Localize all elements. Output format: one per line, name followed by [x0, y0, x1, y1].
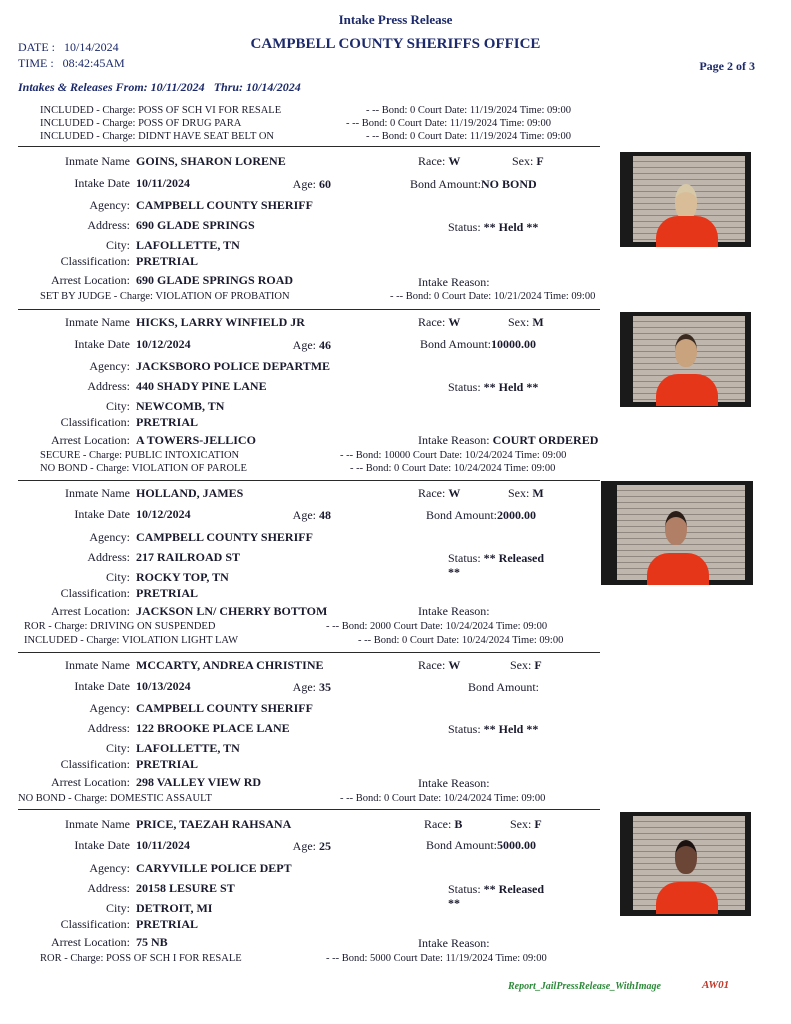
range-from: 10/11/2024 — [150, 80, 205, 94]
agency-label: Agency: — [89, 861, 130, 875]
charge-line: SET BY JUDGE - Charge: VIOLATION OF PROBATION — [40, 291, 290, 302]
inmate-name-label: Inmate Name — [65, 817, 130, 831]
bond-value: 5000.00 — [497, 838, 537, 852]
age-value: 60 — [319, 177, 331, 191]
race-label: Race: — [418, 315, 446, 329]
agency-value: CAMPBELL COUNTY SHERIFF — [136, 198, 313, 212]
inmate-name: GOINS, SHARON LORENE — [136, 154, 286, 168]
status-field — [448, 220, 538, 235]
status-value: ** Held ** — [483, 220, 539, 234]
bond-field — [426, 838, 536, 853]
footer-report-name: Report_JailPressRelease_WithImage — [508, 981, 661, 992]
charge-line: SECURE - Charge: PUBLIC INTOXICATION — [40, 450, 240, 461]
footer-code: AW01 — [702, 979, 730, 991]
status-label: Status: — [448, 551, 481, 565]
agency-label: Agency: — [89, 359, 130, 373]
arrest-location: A TOWERS-JELLICO — [136, 433, 256, 447]
charge-line: NO BOND - Charge: VIOLATION OF PAROLE — [40, 463, 247, 474]
city-label: City: — [105, 238, 130, 252]
bond-line: - -- Bond: 0 Court Date: 11/19/2024 Time: 09:00 — [366, 105, 571, 116]
report-time — [18, 56, 125, 71]
age-label: Age: — [292, 338, 316, 352]
city-value: LAFOLLETTE, TN — [136, 238, 240, 252]
intake-date: 10/11/2024 — [136, 838, 191, 852]
status-label: Status: — [448, 882, 481, 896]
bond-label: Bond Amount: — [420, 337, 492, 351]
address-value: 440 SHADY PINE LANE — [136, 379, 267, 393]
page-number: Page 2 of 3 — [699, 59, 755, 73]
intake-date-label: Intake Date — [74, 679, 130, 693]
sex-field — [510, 658, 542, 673]
bond-field — [420, 337, 536, 352]
bond-line: - -- Bond: 0 Court Date: 10/24/2024 Time: 09:00 — [358, 635, 564, 646]
charge-line: INCLUDED - Charge: DIDNT HAVE SEAT BELT ON — [40, 131, 275, 142]
inmate-name: MCCARTY, ANDREA CHRISTINE — [136, 658, 324, 672]
city-value: DETROIT, MI — [136, 901, 213, 915]
status-field — [448, 380, 538, 395]
sex-value: F — [534, 817, 542, 831]
agency-label: Agency: — [89, 530, 130, 544]
classification-value: PRETRIAL — [136, 757, 199, 771]
inmate-name: HICKS, LARRY WINFIELD JR — [136, 315, 305, 329]
intake-date: 10/11/2024 — [136, 176, 191, 190]
city-value: ROCKY TOP, TN — [136, 570, 229, 584]
inmate-name-label: Inmate Name — [65, 658, 130, 672]
sex-field — [508, 315, 544, 330]
classification-label: Classification: — [60, 586, 130, 600]
status-field — [448, 882, 558, 910]
thru-label: Thru: — [213, 80, 244, 94]
inmate-name-label: Inmate Name — [65, 315, 130, 329]
bond-label: Bond Amount: — [426, 838, 498, 852]
intake-reason-field — [418, 433, 598, 448]
sex-label: Sex: — [512, 154, 534, 168]
address-label: Address: — [87, 721, 130, 735]
sex-field — [512, 154, 544, 169]
record-divider — [18, 309, 600, 310]
intake-reason-value: COURT ORDERED — [492, 433, 599, 447]
bond-line: - -- Bond: 0 Court Date: 11/19/2024 Time: 09:00 — [346, 118, 551, 129]
sex-label: Sex: — [508, 486, 530, 500]
bond-line: - -- Bond: 5000 Court Date: 11/19/2024 Time: 09:00 — [326, 953, 547, 964]
time-value: 08:42:45AM — [62, 56, 125, 70]
arrest-location-label: Arrest Location: — [51, 775, 130, 789]
city-label: City: — [105, 399, 130, 413]
age-label: Age: — [292, 680, 316, 694]
classification-label: Classification: — [60, 254, 130, 268]
race-value: W — [448, 658, 461, 672]
race-label: Race: — [418, 658, 446, 672]
race-field — [418, 315, 460, 330]
range-thru: 10/14/2024 — [246, 80, 301, 94]
status-field — [448, 722, 538, 737]
agency-value: CAMPBELL COUNTY SHERIFF — [136, 530, 313, 544]
mugshot-image — [620, 312, 751, 407]
address-label: Address: — [87, 550, 130, 564]
agency-label: Agency: — [89, 198, 130, 212]
race-field — [418, 154, 460, 169]
status-label: Status: — [448, 722, 481, 736]
sex-field — [508, 486, 544, 501]
race-label: Race: — [418, 154, 446, 168]
intake-date-label: Intake Date — [74, 176, 130, 190]
age-value: 48 — [319, 508, 331, 522]
charge-line: ROR - Charge: DRIVING ON SUSPENDED — [24, 621, 216, 632]
intake-date-label: Intake Date — [74, 507, 130, 521]
classification-value: PRETRIAL — [136, 415, 199, 429]
intake-reason-field — [418, 776, 490, 791]
range-label: Intakes & Releases From: — [18, 80, 148, 94]
intake-reason-field — [418, 604, 490, 619]
arrest-location-label: Arrest Location: — [51, 935, 130, 949]
status-field — [448, 551, 558, 579]
sex-value: F — [534, 658, 542, 672]
arrest-location: 298 VALLEY VIEW RD — [136, 775, 262, 789]
city-value: NEWCOMB, TN — [136, 399, 225, 413]
race-label: Race: — [424, 817, 452, 831]
bond-line: - -- Bond: 2000 Court Date: 10/24/2024 Time: 09:00 — [326, 621, 548, 632]
city-label: City: — [105, 741, 130, 755]
sex-label: Sex: — [510, 658, 532, 672]
bond-value: 2000.00 — [497, 508, 537, 522]
age-label: Age: — [292, 177, 316, 191]
bond-field — [468, 680, 539, 695]
age-label: Age: — [292, 508, 316, 522]
date-label: DATE : — [18, 40, 55, 54]
race-field — [418, 486, 460, 501]
race-field — [424, 817, 462, 832]
status-label: Status: — [448, 380, 481, 394]
status-value: ** Held ** — [483, 722, 539, 736]
classification-label: Classification: — [60, 415, 130, 429]
charge-line: ROR - Charge: POSS OF SCH I FOR RESALE — [40, 953, 242, 964]
address-value: 20158 LESURE ST — [136, 881, 235, 895]
sex-field — [510, 817, 542, 832]
sex-value: M — [532, 486, 544, 500]
inmate-name: HOLLAND, JAMES — [136, 486, 244, 500]
date-range — [18, 80, 301, 95]
sex-label: Sex: — [510, 817, 532, 831]
city-label: City: — [105, 570, 130, 584]
record-divider — [18, 809, 600, 810]
intake-date: 10/12/2024 — [136, 507, 191, 521]
address-value: 122 BROOKE PLACE LANE — [136, 721, 290, 735]
bond-line: - -- Bond: 0 Court Date: 10/24/2024 Time: 09:00 — [340, 793, 546, 804]
race-label: Race: — [418, 486, 446, 500]
intake-reason-label: Intake Reason: — [418, 604, 490, 618]
bond-line: - -- Bond: 0 Court Date: 11/19/2024 Time: 09:00 — [366, 131, 571, 142]
time-label: TIME : — [18, 56, 54, 70]
charge-line: INCLUDED - Charge: POSS OF SCH VI FOR RESALE — [40, 105, 282, 116]
mugshot-image — [620, 812, 751, 916]
intake-date: 10/13/2024 — [136, 679, 191, 693]
record-divider — [18, 146, 600, 147]
intake-reason-field — [418, 936, 490, 951]
bond-label: Bond Amount: — [426, 508, 498, 522]
sex-value: F — [536, 154, 544, 168]
classification-value: PRETRIAL — [136, 254, 199, 268]
inmate-name: PRICE, TAEZAH RAHSANA — [136, 817, 292, 831]
inmate-name-label: Inmate Name — [65, 486, 130, 500]
address-label: Address: — [87, 218, 130, 232]
agency-value: CARYVILLE POLICE DEPT — [136, 861, 292, 875]
bond-line: - -- Bond: 0 Court Date: 10/21/2024 Time: 09:00 — [390, 291, 596, 302]
bond-value: 10000.00 — [491, 337, 537, 351]
status-value: ** Held ** — [483, 380, 539, 394]
arrest-location-label: Arrest Location: — [51, 433, 130, 447]
charge-line: INCLUDED - Charge: VIOLATION LIGHT LAW — [24, 635, 239, 646]
arrest-location: 75 NB — [136, 935, 168, 949]
bond-value: NO BOND — [481, 177, 537, 191]
mugshot-image — [620, 152, 751, 247]
report-date — [18, 40, 119, 55]
address-value: 217 RAILROAD ST — [136, 550, 241, 564]
agency-label: Agency: — [89, 701, 130, 715]
intake-reason-label: Intake Reason: — [418, 433, 490, 447]
classification-label: Classification: — [60, 917, 130, 931]
sex-value: M — [532, 315, 544, 329]
intake-reason-field — [418, 275, 490, 290]
intake-date-label: Intake Date — [74, 337, 130, 351]
date-value: 10/14/2024 — [64, 40, 119, 54]
age-value: 35 — [319, 680, 331, 694]
sex-label: Sex: — [508, 315, 530, 329]
bond-line: - -- Bond: 10000 Court Date: 10/24/2024 Time: 09:00 — [340, 450, 567, 461]
intake-date-label: Intake Date — [74, 838, 130, 852]
arrest-location-label: Arrest Location: — [51, 273, 130, 287]
inmate-name-label: Inmate Name — [65, 154, 130, 168]
record-divider — [18, 652, 600, 653]
race-value: W — [448, 154, 461, 168]
race-value: B — [454, 817, 463, 831]
status-value: ** Released ** — [448, 551, 544, 579]
classification-label: Classification: — [60, 757, 130, 771]
bond-label: Bond Amount: — [410, 177, 482, 191]
classification-value: PRETRIAL — [136, 586, 199, 600]
age-label: Age: — [292, 839, 316, 853]
mugshot-image — [601, 481, 753, 585]
bond-label: Bond Amount: — [468, 680, 540, 694]
address-label: Address: — [87, 881, 130, 895]
agency-value: JACKSBORO POLICE DEPARTME — [136, 359, 331, 373]
arrest-location: 690 GLADE SPRINGS ROAD — [136, 273, 294, 287]
intake-date: 10/12/2024 — [136, 337, 191, 351]
intake-reason-label: Intake Reason: — [418, 936, 490, 950]
intake-reason-label: Intake Reason: — [418, 275, 490, 289]
intake-reason-label: Intake Reason: — [418, 776, 490, 790]
record-divider — [18, 480, 600, 481]
city-label: City: — [105, 901, 130, 915]
bond-field — [410, 177, 537, 192]
classification-value: PRETRIAL — [136, 917, 199, 931]
bond-line: - -- Bond: 0 Court Date: 10/24/2024 Time: 09:00 — [350, 463, 556, 474]
agency-value: CAMPBELL COUNTY SHERIFF — [136, 701, 313, 715]
status-value: ** Released ** — [448, 882, 544, 910]
status-label: Status: — [448, 220, 481, 234]
address-value: 690 GLADE SPRINGS — [136, 218, 255, 232]
race-field — [418, 658, 460, 673]
city-value: LAFOLLETTE, TN — [136, 741, 240, 755]
race-value: W — [448, 486, 461, 500]
address-label: Address: — [87, 379, 130, 393]
report-title: Intake Press Release — [338, 12, 453, 27]
bond-field — [426, 508, 536, 523]
race-value: W — [448, 315, 461, 329]
arrest-location: JACKSON LN/ CHERRY BOTTOM — [136, 604, 328, 618]
office-name: CAMPBELL COUNTY SHERIFFS OFFICE — [250, 36, 541, 52]
age-value: 46 — [319, 338, 331, 352]
arrest-location-label: Arrest Location: — [51, 604, 130, 618]
age-value: 25 — [319, 839, 331, 853]
charge-line: INCLUDED - Charge: POSS OF DRUG PARA — [40, 118, 242, 129]
charge-line: NO BOND - Charge: DOMESTIC ASSAULT — [18, 793, 212, 804]
